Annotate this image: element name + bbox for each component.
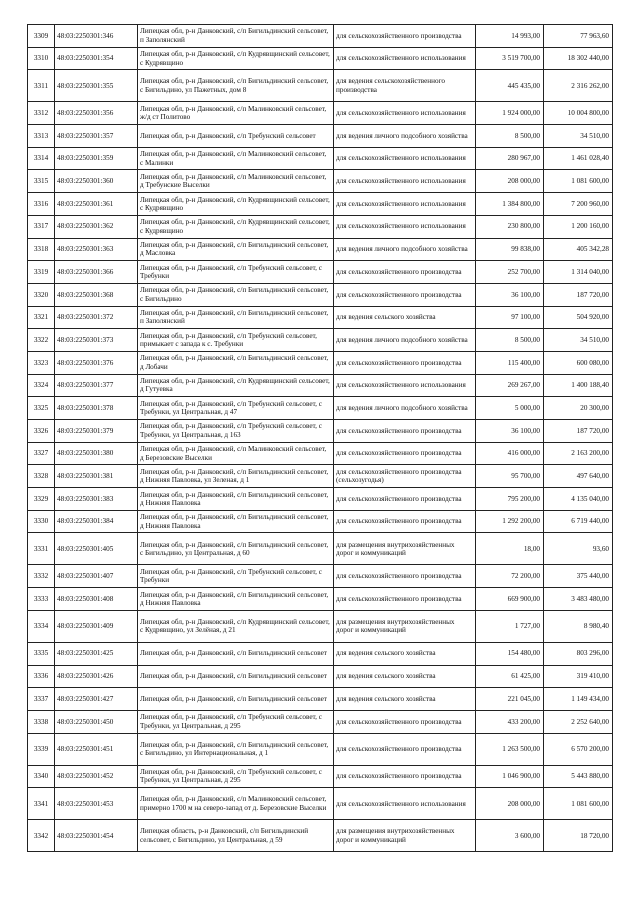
address: Липецкая обл, р-н Данковский, с/п Требунский сельсовет, с Требунки, ул Центральная, д 163 — [138, 420, 334, 443]
table-row — [28, 70, 613, 102]
address: Липецкая обл, р-н Данковский, с/п Кудрявщинский сельсовет, с Кудрявщино, ул Зелёная, д 21 — [138, 610, 334, 642]
cadastral-number: 48:03:2250301:346 — [55, 25, 138, 48]
address: Липецкая обл, р-н Данковский, с/п Малинковский сельсовет, с Малинки — [138, 147, 334, 170]
cadastral-value: 77 963,60 — [544, 25, 613, 48]
table-row — [28, 820, 613, 852]
cadastral-number: 48:03:2250301:355 — [55, 70, 138, 102]
address: Липецкая обл, р-н Данковский, с/п Бигильдинский сельсовет, д Нижняя Павловка — [138, 510, 334, 533]
cadastral-value: 93,60 — [544, 533, 613, 565]
area-value: 3 600,00 — [476, 820, 544, 852]
table-row — [28, 102, 613, 125]
row-number: 3310 — [28, 47, 55, 70]
cadastral-value: 20 300,00 — [544, 397, 613, 420]
table-row — [28, 642, 613, 665]
permitted-use: для сельскохозяйственного производства (сельхозугодья) — [334, 465, 476, 488]
permitted-use: для сельскохозяйственного производства — [334, 588, 476, 611]
row-number: 3331 — [28, 533, 55, 565]
table-row — [28, 488, 613, 511]
cadastral-number: 48:03:2250301:373 — [55, 329, 138, 352]
row-number: 3311 — [28, 70, 55, 102]
row-number: 3324 — [28, 374, 55, 397]
row-number: 3317 — [28, 215, 55, 238]
cadastral-number: 48:03:2250301:450 — [55, 710, 138, 733]
permitted-use: для размещения внутрихозяйственных дорог и коммуникаций — [334, 610, 476, 642]
address: Липецкая область, р-н Данковский, с/п Бигильдинский сельсовет, с Бигильдино, ул Центральная, д 59 — [138, 820, 334, 852]
cadastral-value: 34 510,00 — [544, 329, 613, 352]
address: Липецкая обл, р-н Данковский, с/п Бигильдинский сельсовет, д Нижняя Павловка — [138, 588, 334, 611]
row-number: 3315 — [28, 170, 55, 193]
permitted-use: для сельскохозяйственного производства — [334, 261, 476, 284]
address: Липецкая обл, р-н Данковский, с/п Бигильдинский сельсовет, д Лобачи — [138, 351, 334, 374]
address: Липецкая обл, р-н Данковский, с/п Бигильдинский сельсовет, п Заполянский — [138, 306, 334, 329]
row-number: 3330 — [28, 510, 55, 533]
row-number: 3313 — [28, 125, 55, 148]
area-value: 445 435,00 — [476, 70, 544, 102]
address: Липецкая обл, р-н Данковский, с/п Кудрявщинский сельсовет, с Кудрявщино — [138, 193, 334, 216]
row-number: 3327 — [28, 442, 55, 465]
area-value: 36 100,00 — [476, 283, 544, 306]
cadastral-number: 48:03:2250301:359 — [55, 147, 138, 170]
table-row — [28, 238, 613, 261]
table-row — [28, 193, 613, 216]
cadastral-value: 504 920,00 — [544, 306, 613, 329]
address: Липецкая обл, р-н Данковский, с/п Малинковский сельсовет, д Требунские Выселки — [138, 170, 334, 193]
address: Липецкая обл, р-н Данковский, с/п Требунский сельсовет, с Требунки, ул Центральная, д 295 — [138, 765, 334, 788]
cadastral-number: 48:03:2250301:379 — [55, 420, 138, 443]
permitted-use: для сельскохозяйственного производства — [334, 765, 476, 788]
address: Липецкая обл, р-н Данковский, с/п Бигильдинский сельсовет, с Бигильдино — [138, 283, 334, 306]
cadastral-value: 187 720,00 — [544, 420, 613, 443]
table-body — [28, 25, 613, 852]
cadastral-value: 5 443 880,00 — [544, 765, 613, 788]
row-number: 3314 — [28, 147, 55, 170]
area-value: 8 500,00 — [476, 329, 544, 352]
cadastral-value: 1 081 600,00 — [544, 170, 613, 193]
table-row — [28, 170, 613, 193]
cadastral-number: 48:03:2250301:366 — [55, 261, 138, 284]
cadastral-number: 48:03:2250301:454 — [55, 820, 138, 852]
cadastral-number: 48:03:2250301:361 — [55, 193, 138, 216]
table-row — [28, 588, 613, 611]
permitted-use: для ведения сельского хозяйства — [334, 642, 476, 665]
area-value: 1 046 900,00 — [476, 765, 544, 788]
row-number: 3319 — [28, 261, 55, 284]
table-row — [28, 733, 613, 765]
row-number: 3326 — [28, 420, 55, 443]
cadastral-number: 48:03:2250301:372 — [55, 306, 138, 329]
row-number: 3322 — [28, 329, 55, 352]
area-value: 208 000,00 — [476, 788, 544, 820]
cadastral-value: 18 302 440,00 — [544, 47, 613, 70]
row-number: 3328 — [28, 465, 55, 488]
cadastral-value: 187 720,00 — [544, 283, 613, 306]
row-number: 3337 — [28, 688, 55, 711]
permitted-use: для сельскохозяйственного производства — [334, 25, 476, 48]
permitted-use: для сельскохозяйственного использования — [334, 788, 476, 820]
row-number: 3309 — [28, 25, 55, 48]
cadastral-value: 7 200 960,00 — [544, 193, 613, 216]
address: Липецкая обл, р-н Данковский, с/п Бигильдинский сельсовет, с Бигильдино, ул Пажетных, дом 8 — [138, 70, 334, 102]
row-number: 3336 — [28, 665, 55, 688]
address: Липецкая обл, р-н Данковский, с/п Кудрявщинский сельсовет, д Гутуевка — [138, 374, 334, 397]
address: Липецкая обл, р-н Данковский, с/п Бигильдинский сельсовет — [138, 688, 334, 711]
address: Липецкая обл, р-н Данковский, с/п Бигильдинский сельсовет, с Бигильдино, ул Центральная, д 60 — [138, 533, 334, 565]
row-number: 3339 — [28, 733, 55, 765]
cadastral-value: 405 342,28 — [544, 238, 613, 261]
permitted-use: для сельскохозяйственного использования — [334, 215, 476, 238]
cadastral-value: 375 440,00 — [544, 565, 613, 588]
address: Липецкая обл, р-н Данковский, с/п Бигильдинский сельсовет, с Бигильдино, ул Интернациональная, д 1 — [138, 733, 334, 765]
permitted-use: для сельскохозяйственного использования — [334, 47, 476, 70]
table-row — [28, 397, 613, 420]
area-value: 1 924 000,00 — [476, 102, 544, 125]
permitted-use: для ведения личного подсобного хозяйства — [334, 238, 476, 261]
area-value: 230 800,00 — [476, 215, 544, 238]
table-row — [28, 215, 613, 238]
permitted-use: для сельскохозяйственного производства — [334, 283, 476, 306]
address: Липецкая обл, р-н Данковский, с/п Кудрявщинский сельсовет, с Кудрявщино — [138, 215, 334, 238]
permitted-use: для размещения внутрихозяйственных дорог и коммуникаций — [334, 533, 476, 565]
address: Липецкая обл, р-н Данковский, с/п Малинковский сельсовет, ж/д ст Политово — [138, 102, 334, 125]
cadastral-value: 1 400 188,40 — [544, 374, 613, 397]
permitted-use: для сельскохозяйственного использования — [334, 170, 476, 193]
cadastral-value: 6 570 200,00 — [544, 733, 613, 765]
table-row — [28, 465, 613, 488]
cadastral-value: 2 252 640,00 — [544, 710, 613, 733]
permitted-use: для ведения сельского хозяйства — [334, 665, 476, 688]
row-number: 3321 — [28, 306, 55, 329]
area-value: 1 263 500,00 — [476, 733, 544, 765]
table-row — [28, 374, 613, 397]
cadastral-number: 48:03:2250301:356 — [55, 102, 138, 125]
table-row — [28, 329, 613, 352]
row-number: 3340 — [28, 765, 55, 788]
table-row — [28, 610, 613, 642]
cadastral-value: 1 314 040,00 — [544, 261, 613, 284]
row-number: 3335 — [28, 642, 55, 665]
cadastral-number: 48:03:2250301:452 — [55, 765, 138, 788]
cadastral-number: 48:03:2250301:407 — [55, 565, 138, 588]
table-row — [28, 351, 613, 374]
address: Липецкая обл, р-н Данковский, с/п Бигильдинский сельсовет, д Нижняя Павловка, ул Зеленая, д 1 — [138, 465, 334, 488]
cadastral-value: 2 316 262,00 — [544, 70, 613, 102]
row-number: 3325 — [28, 397, 55, 420]
row-number: 3316 — [28, 193, 55, 216]
area-value: 1 727,00 — [476, 610, 544, 642]
table-row — [28, 25, 613, 48]
cadastral-number: 48:03:2250301:405 — [55, 533, 138, 565]
cadastral-value: 600 080,00 — [544, 351, 613, 374]
permitted-use: для ведения сельскохозяйственного производства — [334, 70, 476, 102]
area-value: 36 100,00 — [476, 420, 544, 443]
area-value: 221 045,00 — [476, 688, 544, 711]
address: Липецкая обл, р-н Данковский, с/п Бигильдинский сельсовет, д Нижняя Павловка — [138, 488, 334, 511]
area-value: 115 400,00 — [476, 351, 544, 374]
area-value: 14 993,00 — [476, 25, 544, 48]
cadastral-value: 34 510,00 — [544, 125, 613, 148]
table-row — [28, 442, 613, 465]
cadastral-number: 48:03:2250301:362 — [55, 215, 138, 238]
row-number: 3341 — [28, 788, 55, 820]
area-value: 72 200,00 — [476, 565, 544, 588]
area-value: 416 000,00 — [476, 442, 544, 465]
table-row — [28, 125, 613, 148]
table-row — [28, 510, 613, 533]
address: Липецкая обл, р-н Данковский, с/п Малинковский сельсовет, д Березовские Выселки — [138, 442, 334, 465]
area-value: 669 900,00 — [476, 588, 544, 611]
address: Липецкая обл, р-н Данковский, с/п Требунский сельсовет, с Требунки — [138, 565, 334, 588]
table-row — [28, 420, 613, 443]
permitted-use: для сельскохозяйственного производства — [334, 420, 476, 443]
table-row — [28, 147, 613, 170]
table-row — [28, 47, 613, 70]
area-value: 95 700,00 — [476, 465, 544, 488]
land-parcels-table — [27, 24, 613, 852]
address: Липецкая обл, р-н Данковский, с/п Требунский сельсовет, примыкает с запада к с. Требунки — [138, 329, 334, 352]
permitted-use: для ведения сельского хозяйства — [334, 688, 476, 711]
table-row — [28, 765, 613, 788]
table-row — [28, 665, 613, 688]
area-value: 208 000,00 — [476, 170, 544, 193]
cadastral-number: 48:03:2250301:378 — [55, 397, 138, 420]
permitted-use: для сельскохозяйственного производства — [334, 565, 476, 588]
row-number: 3332 — [28, 565, 55, 588]
permitted-use: для сельскохозяйственного использования — [334, 374, 476, 397]
row-number: 3338 — [28, 710, 55, 733]
row-number: 3318 — [28, 238, 55, 261]
area-value: 1 384 800,00 — [476, 193, 544, 216]
address: Липецкая обл, р-н Данковский, с/п Требунский сельсовет, с Требунки — [138, 261, 334, 284]
cadastral-number: 48:03:2250301:408 — [55, 588, 138, 611]
cadastral-number: 48:03:2250301:363 — [55, 238, 138, 261]
cadastral-number: 48:03:2250301:381 — [55, 465, 138, 488]
cadastral-number: 48:03:2250301:453 — [55, 788, 138, 820]
cadastral-value: 319 410,00 — [544, 665, 613, 688]
address: Липецкая обл, р-н Данковский, с/п Бигильдинский сельсовет, д Масловка — [138, 238, 334, 261]
row-number: 3334 — [28, 610, 55, 642]
area-value: 154 480,00 — [476, 642, 544, 665]
cadastral-number: 48:03:2250301:368 — [55, 283, 138, 306]
address: Липецкая обл, р-н Данковский, с/п Требунский сельсовет — [138, 125, 334, 148]
area-value: 61 425,00 — [476, 665, 544, 688]
table-row — [28, 533, 613, 565]
cadastral-value: 8 980,40 — [544, 610, 613, 642]
row-number: 3333 — [28, 588, 55, 611]
permitted-use: для сельскохозяйственного производства — [334, 351, 476, 374]
permitted-use: для сельскохозяйственного производства — [334, 710, 476, 733]
row-number: 3323 — [28, 351, 55, 374]
permitted-use: для сельскохозяйственного использования — [334, 193, 476, 216]
cadastral-number: 48:03:2250301:425 — [55, 642, 138, 665]
cadastral-number: 48:03:2250301:377 — [55, 374, 138, 397]
table-row — [28, 306, 613, 329]
address: Липецкая обл, р-н Данковский, с/п Требунский сельсовет, с Требунки, ул Центральная, д 47 — [138, 397, 334, 420]
cadastral-value: 1 149 434,00 — [544, 688, 613, 711]
cadastral-number: 48:03:2250301:409 — [55, 610, 138, 642]
cadastral-number: 48:03:2250301:354 — [55, 47, 138, 70]
permitted-use: для ведения личного подсобного хозяйства — [334, 125, 476, 148]
cadastral-value: 1 461 028,40 — [544, 147, 613, 170]
permitted-use: для ведения личного подсобного хозяйства — [334, 329, 476, 352]
address: Липецкая обл, р-н Данковский, с/п Кудрявщинский сельсовет, с Кудрявщино — [138, 47, 334, 70]
permitted-use: для сельскохозяйственного использования — [334, 102, 476, 125]
row-number: 3312 — [28, 102, 55, 125]
permitted-use: для сельскохозяйственного производства — [334, 442, 476, 465]
permitted-use: для сельскохозяйственного производства — [334, 733, 476, 765]
address: Липецкая обл, р-н Данковский, с/п Малинковский сельсовет, примерно 1700 м на северо-запад от д. Березовские Выселки — [138, 788, 334, 820]
cadastral-number: 48:03:2250301:451 — [55, 733, 138, 765]
table-row — [28, 261, 613, 284]
table-row — [28, 283, 613, 306]
area-value: 252 700,00 — [476, 261, 544, 284]
cadastral-number: 48:03:2250301:427 — [55, 688, 138, 711]
cadastral-number: 48:03:2250301:357 — [55, 125, 138, 148]
cadastral-number: 48:03:2250301:360 — [55, 170, 138, 193]
area-value: 5 000,00 — [476, 397, 544, 420]
row-number: 3342 — [28, 820, 55, 852]
address: Липецкая обл, р-н Данковский, с/п Бигильдинский сельсовет — [138, 642, 334, 665]
area-value: 433 200,00 — [476, 710, 544, 733]
area-value: 99 838,00 — [476, 238, 544, 261]
cadastral-value: 6 719 440,00 — [544, 510, 613, 533]
address: Липецкая обл, р-н Данковский, с/п Бигильдинский сельсовет, п Заполянский — [138, 25, 334, 48]
permitted-use: для ведения личного подсобного хозяйства — [334, 397, 476, 420]
cadastral-value: 3 483 480,00 — [544, 588, 613, 611]
row-number: 3329 — [28, 488, 55, 511]
area-value: 269 267,00 — [476, 374, 544, 397]
area-value: 3 519 700,00 — [476, 47, 544, 70]
address: Липецкая обл, р-н Данковский, с/п Бигильдинский сельсовет — [138, 665, 334, 688]
cadastral-number: 48:03:2250301:383 — [55, 488, 138, 511]
cadastral-value: 497 640,00 — [544, 465, 613, 488]
area-value: 280 967,00 — [476, 147, 544, 170]
cadastral-number: 48:03:2250301:384 — [55, 510, 138, 533]
cadastral-number: 48:03:2250301:376 — [55, 351, 138, 374]
permitted-use: для ведения сельского хозяйства — [334, 306, 476, 329]
row-number: 3320 — [28, 283, 55, 306]
permitted-use: для сельскохозяйственного производства — [334, 488, 476, 511]
address: Липецкая обл, р-н Данковский, с/п Требунский сельсовет, с Требунки, ул Центральная, д 295 — [138, 710, 334, 733]
cadastral-value: 1 081 600,00 — [544, 788, 613, 820]
cadastral-value: 4 135 040,00 — [544, 488, 613, 511]
table-row — [28, 710, 613, 733]
cadastral-value: 1 200 160,00 — [544, 215, 613, 238]
area-value: 8 500,00 — [476, 125, 544, 148]
table-row — [28, 688, 613, 711]
table-row — [28, 788, 613, 820]
cadastral-value: 10 004 800,00 — [544, 102, 613, 125]
area-value: 795 200,00 — [476, 488, 544, 511]
cadastral-number: 48:03:2250301:426 — [55, 665, 138, 688]
table-row — [28, 565, 613, 588]
cadastral-number: 48:03:2250301:380 — [55, 442, 138, 465]
cadastral-value: 18 720,00 — [544, 820, 613, 852]
permitted-use: для сельскохозяйственного использования — [334, 147, 476, 170]
cadastral-value: 803 296,00 — [544, 642, 613, 665]
permitted-use: для размещения внутрихозяйственных дорог и коммуникаций — [334, 820, 476, 852]
area-value: 1 292 200,00 — [476, 510, 544, 533]
area-value: 18,00 — [476, 533, 544, 565]
area-value: 97 100,00 — [476, 306, 544, 329]
permitted-use: для сельскохозяйственного производства — [334, 510, 476, 533]
cadastral-value: 2 163 200,00 — [544, 442, 613, 465]
